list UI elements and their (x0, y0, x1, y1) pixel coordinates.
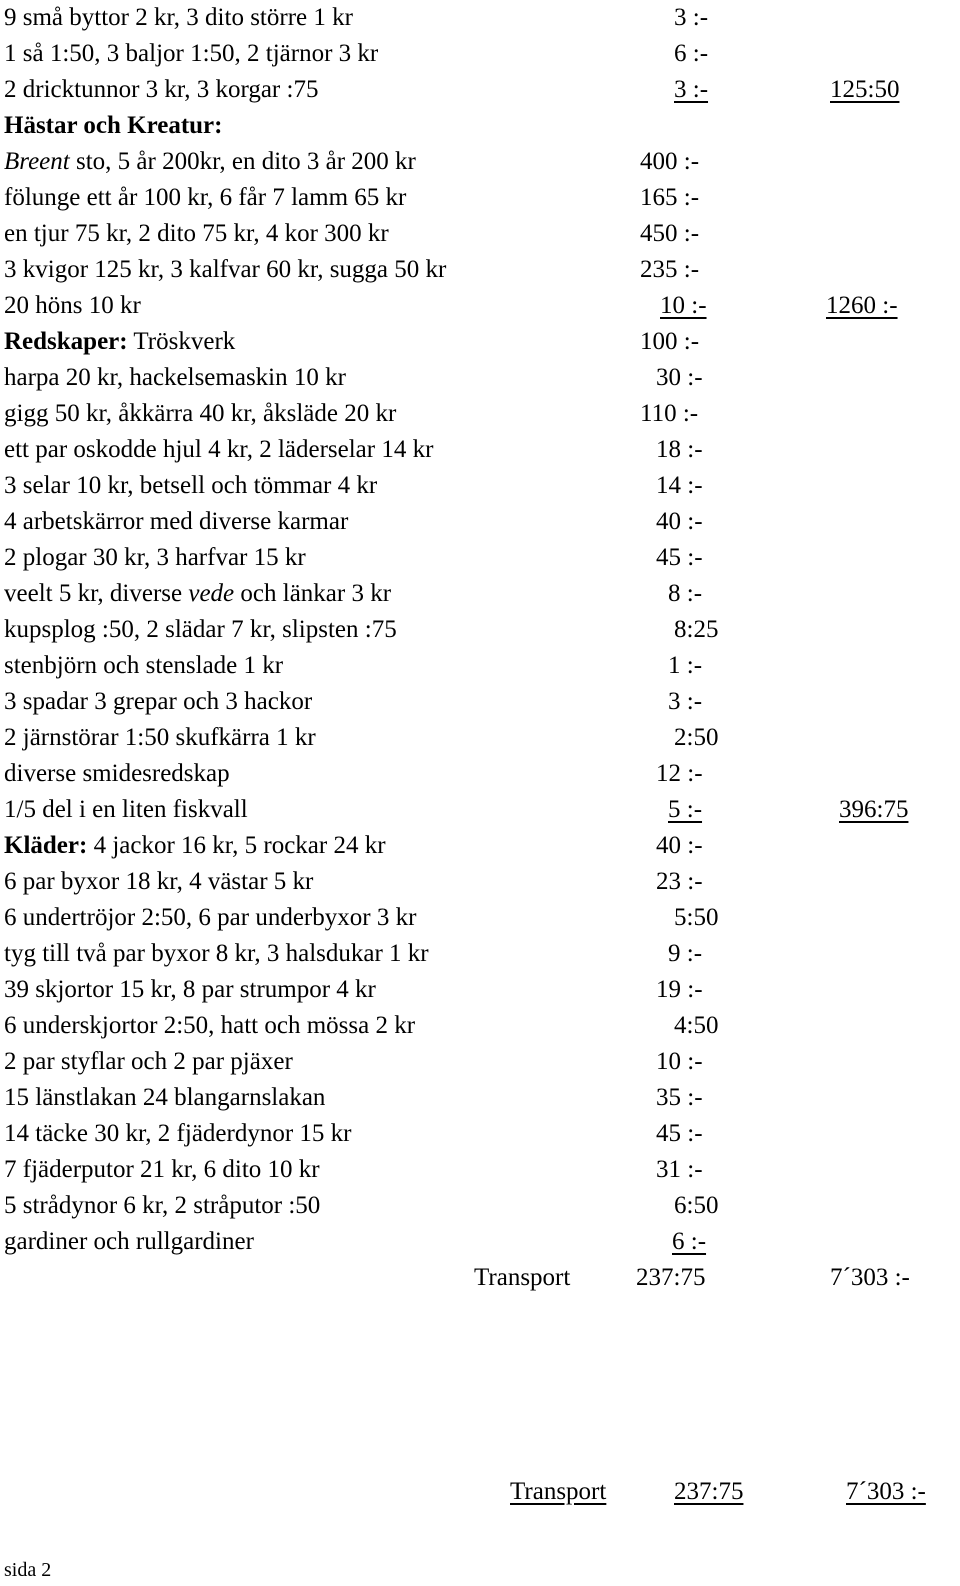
item-amount: 6 :- (674, 40, 709, 67)
ledger-row-3 (0, 72, 960, 108)
transport-amount: 237:75 (636, 1264, 706, 1291)
item-description-rest: och länkar 3 kr (234, 580, 392, 607)
item-amount: 3 :- (674, 4, 709, 31)
item-description (4, 828, 386, 864)
item-description: 1/5 del i en liten fiskvall (4, 796, 248, 823)
ledger-row-21 (0, 720, 960, 756)
item-amount: 14 :- (656, 472, 703, 499)
item-description: 5 strådynor 6 kr, 2 stråputor :50 (4, 1192, 321, 1219)
item-description: 6 par byxor 18 kr, 4 västar 5 kr (4, 868, 314, 895)
item-amount: 5:50 (674, 904, 719, 931)
ledger-row-29 (0, 1008, 960, 1044)
item-amount: 18 :- (656, 436, 703, 463)
italic-word: vede (188, 580, 235, 607)
item-amount: 10 :- (660, 292, 707, 319)
item-description: tyg till två par byxor 8 kr, 3 halsdukar 1 kr (4, 940, 429, 967)
item-amount: 400 :- (640, 148, 700, 175)
item-description: 14 täcke 30 kr, 2 fjäderdynor 15 kr (4, 1120, 352, 1147)
item-amount: 165 :- (640, 184, 700, 211)
ledger-row-2 (0, 36, 960, 72)
transport-total: 7´303 :- (846, 1478, 926, 1505)
item-description: 2 dricktunnor 3 kr, 3 korgar :75 (4, 76, 319, 103)
item-amount: 12 :- (656, 760, 703, 787)
ledger-row-7 (0, 216, 960, 252)
item-amount: 31 :- (656, 1156, 703, 1183)
italic-word: Breent (4, 148, 70, 175)
ledger-row-35 (0, 1224, 960, 1260)
item-amount: 2:50 (674, 724, 719, 751)
ledger-row-11 (0, 360, 960, 396)
ledger-row-19 (0, 648, 960, 684)
item-amount: 45 :- (656, 1120, 703, 1147)
item-amount: 100 :- (640, 328, 700, 355)
item-amount: 8 :- (668, 580, 703, 607)
item-description: gigg 50 kr, åkkärra 40 kr, åksläde 20 kr (4, 400, 397, 427)
transport-total: 7´303 :- (830, 1264, 910, 1291)
transport-amount: 237:75 (674, 1478, 744, 1505)
item-amount: 450 :- (640, 220, 700, 247)
ledger-row-6 (0, 180, 960, 216)
item-description: en tjur 75 kr, 2 dito 75 kr, 4 kor 300 kr (4, 220, 389, 247)
item-amount: 23 :- (656, 868, 703, 895)
ledger-row-14 (0, 468, 960, 504)
item-description: harpa 20 kr, hackelsemaskin 10 kr (4, 364, 346, 391)
section-subtotal: 1260 :- (826, 292, 898, 319)
item-description-rest: Tröskverk (127, 328, 236, 355)
ledger-row-22 (0, 756, 960, 792)
item-description (4, 144, 416, 180)
ledger-row-8 (0, 252, 960, 288)
section-heading: Hästar och Kreatur: (4, 112, 223, 139)
ledger-row-13 (0, 432, 960, 468)
ledger-row-25 (0, 864, 960, 900)
item-amount: 3 :- (668, 688, 703, 715)
ledger-row-33 (0, 1152, 960, 1188)
item-description: 4 arbetskärror med diverse karmar (4, 508, 349, 535)
ledger-row-34 (0, 1188, 960, 1224)
item-description: fölunge ett år 100 kr, 6 får 7 lamm 65 kr (4, 184, 407, 211)
item-description: diverse smidesredskap (4, 760, 230, 787)
item-amount: 10 :- (656, 1048, 703, 1075)
section-heading: Kläder: (4, 832, 88, 859)
ledger-row-10 (0, 324, 960, 360)
item-description: 9 små byttor 2 kr, 3 dito större 1 kr (4, 4, 353, 31)
item-description: 2 plogar 30 kr, 3 harfvar 15 kr (4, 544, 306, 571)
ledger-row-15 (0, 504, 960, 540)
item-description: ett par oskodde hjul 4 kr, 2 läderselar 14 kr (4, 436, 434, 463)
ledger-row-9 (0, 288, 960, 324)
item-description: stenbjörn och stenslade 1 kr (4, 652, 284, 679)
item-description: 1 så 1:50, 3 baljor 1:50, 2 tjärnor 3 kr (4, 40, 379, 67)
item-amount: 235 :- (640, 256, 700, 283)
item-description: 15 länstlakan 24 blangarnslakan (4, 1084, 326, 1111)
ledger-row-30 (0, 1044, 960, 1080)
item-amount: 45 :- (656, 544, 703, 571)
item-description: kupsplog :50, 2 slädar 7 kr, slipsten :75 (4, 616, 397, 643)
item-description-rest: 4 jackor 16 kr, 5 rockar 24 kr (87, 832, 386, 859)
item-description: 39 skjortor 15 kr, 8 par strumpor 4 kr (4, 976, 376, 1003)
item-description: 3 spadar 3 grepar och 3 hackor (4, 688, 313, 715)
item-amount: 30 :- (656, 364, 703, 391)
item-amount: 5 :- (668, 796, 703, 823)
item-amount: 110 :- (640, 400, 699, 427)
ledger-row-27 (0, 936, 960, 972)
ledger-row-5 (0, 144, 960, 180)
transport-row (0, 1260, 960, 1296)
ledger-row-28 (0, 972, 960, 1008)
section-subtotal: 125:50 (830, 76, 900, 103)
ledger-row-32 (0, 1116, 960, 1152)
section-heading-row (0, 108, 960, 144)
ledger-row-18 (0, 612, 960, 648)
item-amount: 40 :- (656, 508, 703, 535)
transport-label: Transport (510, 1478, 607, 1505)
ledger-row-26 (0, 900, 960, 936)
ledger-row-24 (0, 828, 960, 864)
item-amount: 3 :- (674, 76, 709, 103)
ledger-row-12 (0, 396, 960, 432)
item-description (4, 576, 391, 612)
item-amount: 6:50 (674, 1192, 719, 1219)
item-amount: 9 :- (668, 940, 703, 967)
item-description: 6 undertröjor 2:50, 6 par underbyxor 3 kr (4, 904, 417, 931)
item-description (4, 324, 235, 360)
item-description-part: veelt 5 kr, diverse (4, 580, 189, 607)
item-amount: 8:25 (674, 616, 719, 643)
item-description-rest: sto, 5 år 200kr, en dito 3 år 200 kr (69, 148, 416, 175)
item-description: 20 höns 10 kr (4, 292, 141, 319)
item-description: 6 underskjortor 2:50, hatt och mössa 2 kr (4, 1012, 416, 1039)
item-description: 3 selar 10 kr, betsell och tömmar 4 kr (4, 472, 378, 499)
item-description: 7 fjäderputor 21 kr, 6 dito 10 kr (4, 1156, 320, 1183)
ledger-row-16 (0, 540, 960, 576)
item-amount: 19 :- (656, 976, 703, 1003)
ledger-row-31 (0, 1080, 960, 1116)
ledger-row-23 (0, 792, 960, 828)
section-subtotal: 396:75 (839, 796, 909, 823)
item-description: 3 kvigor 125 kr, 3 kalfvar 60 kr, sugga 50 kr (4, 256, 447, 283)
ledger-row-1 (0, 0, 960, 36)
item-amount: 40 :- (656, 832, 703, 859)
item-description: 2 järnstörar 1:50 skufkärra 1 kr (4, 724, 316, 751)
item-description: gardiner och rullgardiner (4, 1228, 254, 1255)
section-heading: Redskaper: (4, 328, 128, 355)
page-number: sida 2 (4, 1559, 52, 1581)
item-amount: 1 :- (668, 652, 703, 679)
item-description: 2 par styflar och 2 par pjäxer (4, 1048, 293, 1075)
ledger-row-17 (0, 576, 960, 612)
ledger-row-20 (0, 684, 960, 720)
item-amount: 4:50 (674, 1012, 719, 1039)
transport-footer-row (0, 1474, 960, 1510)
transport-label: Transport (474, 1264, 571, 1291)
item-amount: 35 :- (656, 1084, 703, 1111)
item-amount: 6 :- (672, 1228, 707, 1255)
